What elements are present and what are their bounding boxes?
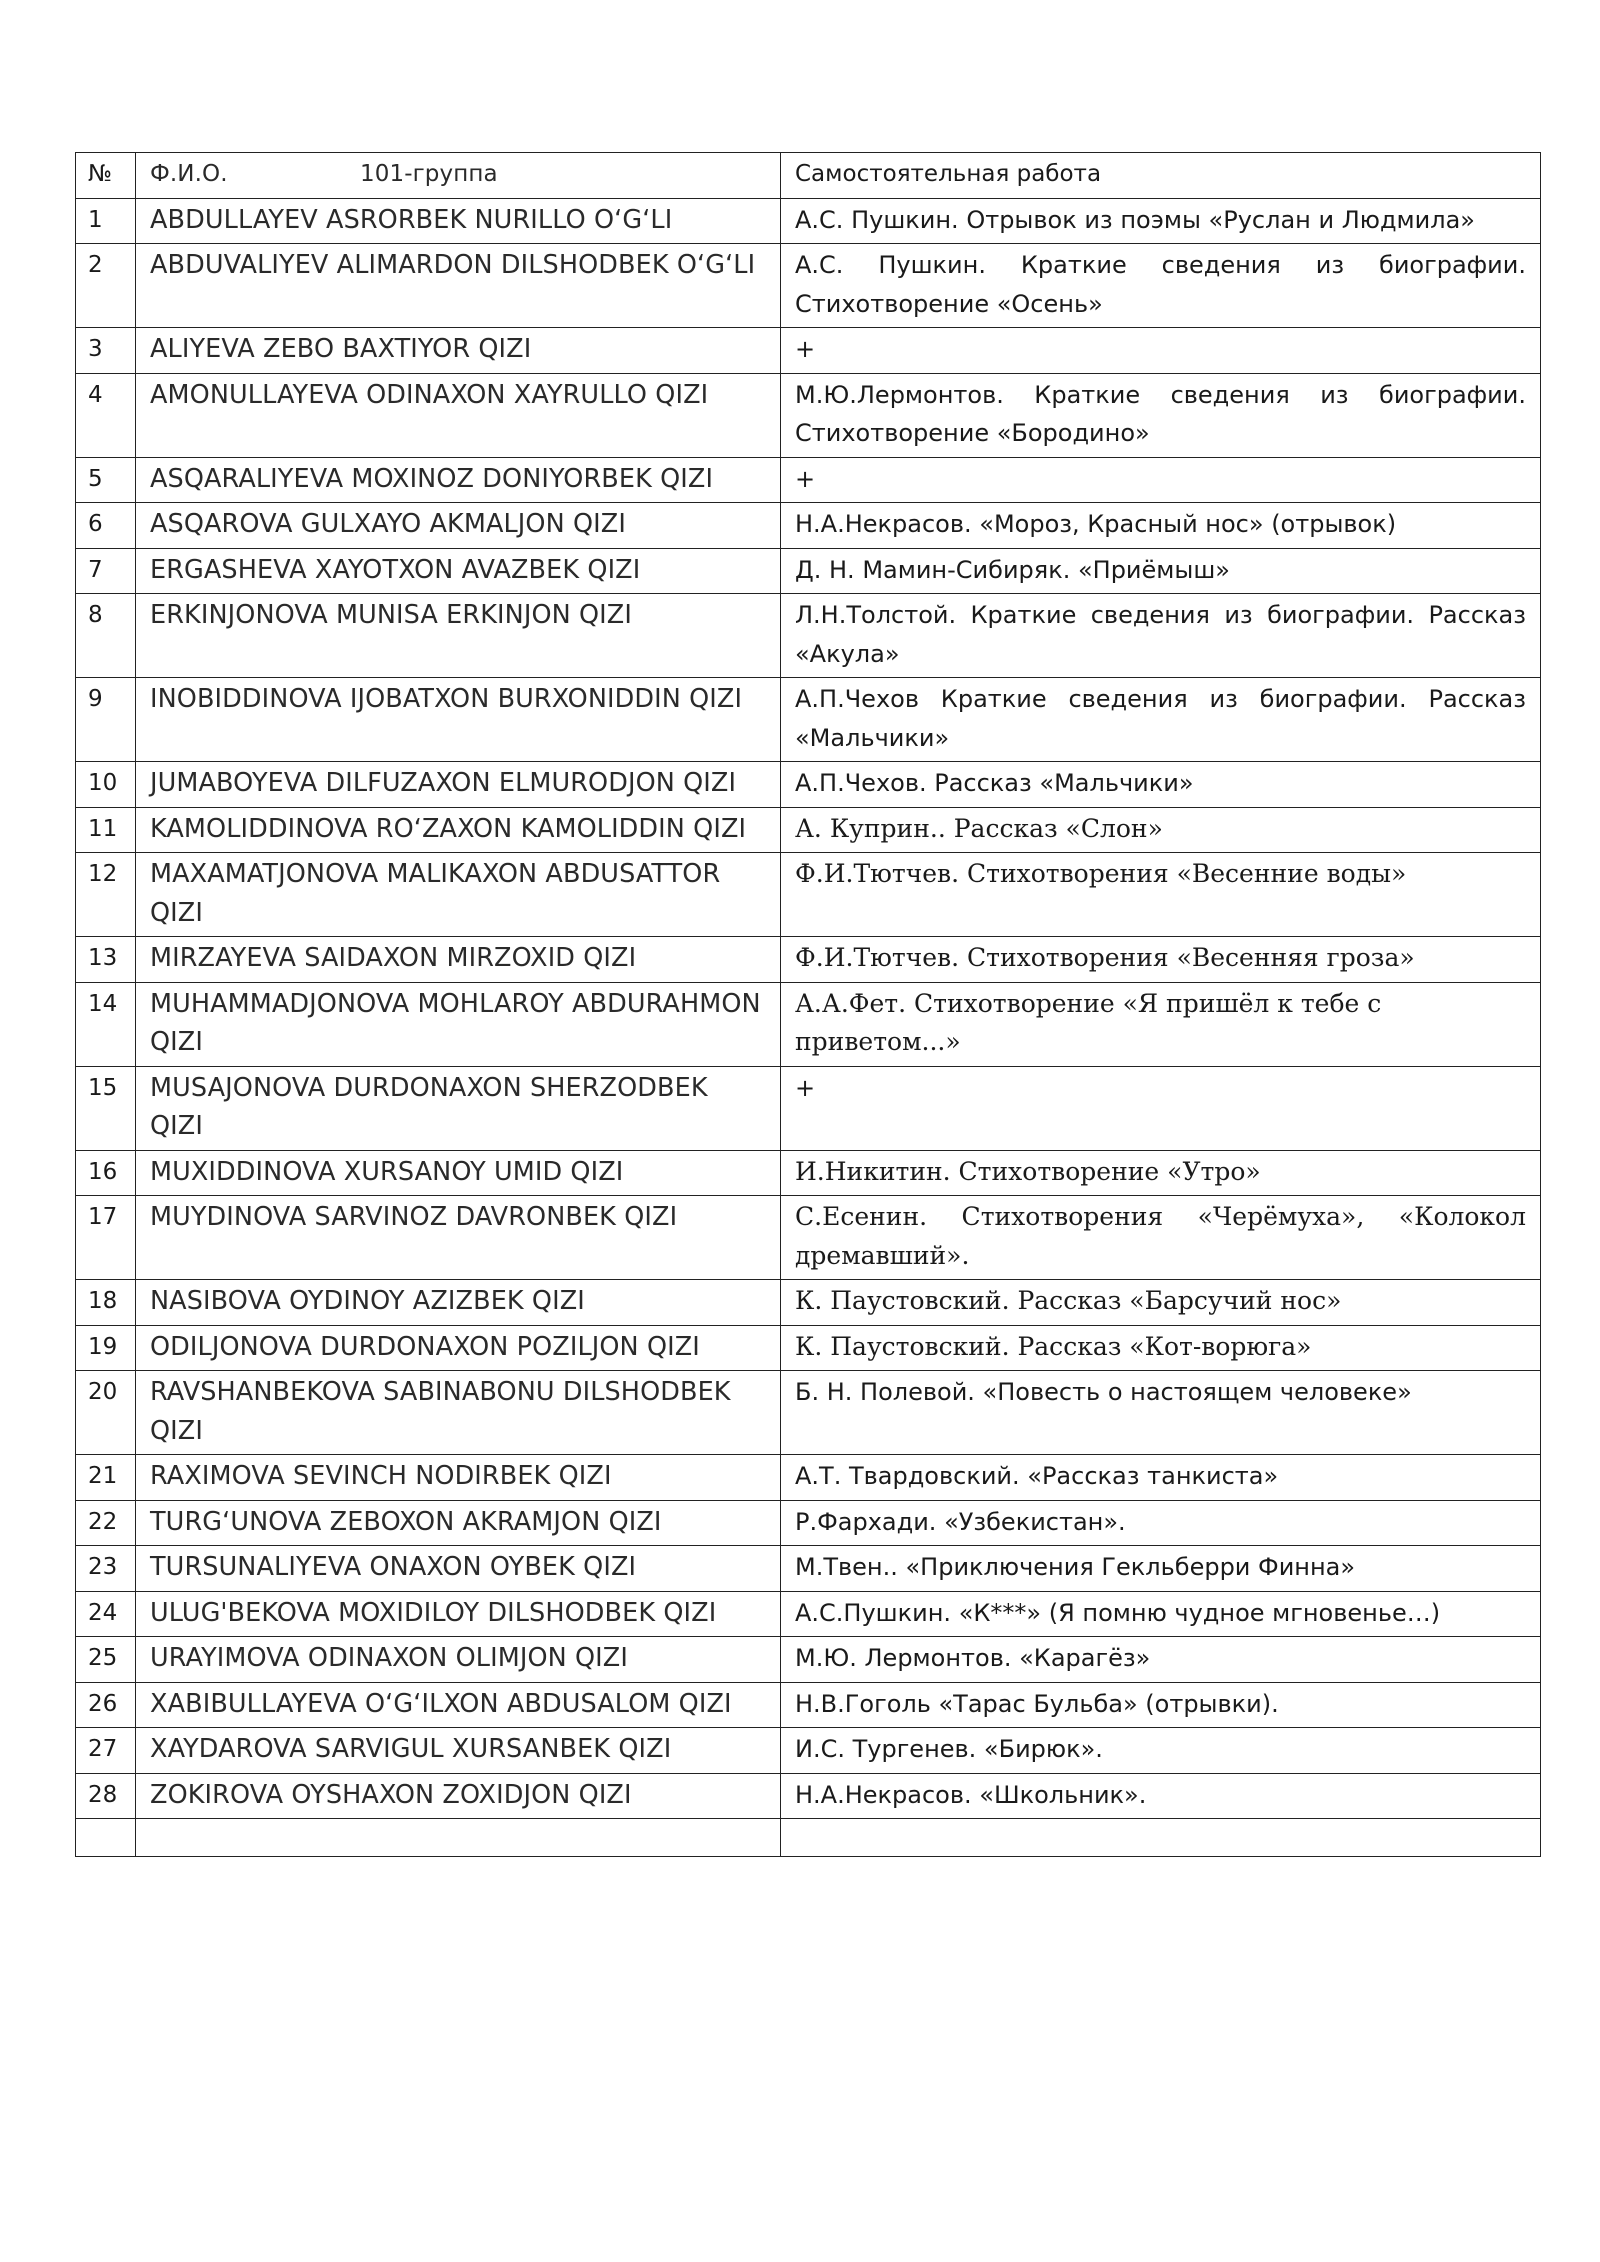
table-row [76,678,1541,762]
header-fio-cell [136,153,781,199]
table-row [76,1591,1541,1637]
student-name: NASIBOVA OYDINOY AZIZBEK QIZI [136,1280,781,1326]
student-name: TURSUNALIYEVA ONAXON OYBEK QIZI [136,1546,781,1592]
assignment: А.А.Фет. Стихотворение «Я пришёл к тебе с приветом...» [781,982,1541,1066]
table-row [76,1325,1541,1371]
student-name: ABDULLAYEV ASRORBEK NURILLO O‘G‘LI [136,198,781,244]
assignment: Ф.И.Тютчев. Стихотворения «Весенняя гроза» [781,937,1541,983]
row-number: 2 [76,244,136,328]
table-row [76,1728,1541,1774]
student-name: ERGASHEVA XAYOTXON AVAZBEK QIZI [136,548,781,594]
table-row [76,198,1541,244]
row-number: 21 [76,1455,136,1501]
table-row [76,1773,1541,1819]
row-number: 27 [76,1728,136,1774]
table-row [76,594,1541,678]
table-row [76,853,1541,937]
assignment: М.Ю.Лермонтов. Краткие сведения из биографии. Стихотворение «Бородино» [781,373,1541,457]
row-number: 17 [76,1196,136,1280]
assignment: А.П.Чехов. Рассказ «Мальчики» [781,762,1541,808]
student-name: ALIYEVA ZEBO BAXTIYOR QIZI [136,328,781,374]
student-name: ZOKIROVA OYSHAXON ZOXIDJON QIZI [136,1773,781,1819]
row-number: 16 [76,1150,136,1196]
student-name: MUYDINOVA SARVINOZ DAVRONBEK QIZI [136,1196,781,1280]
student-name: XABIBULLAYEVA O‘G‘ILXON ABDUSALOM QIZI [136,1682,781,1728]
table-row [76,503,1541,549]
table-row [76,1546,1541,1592]
row-number: 24 [76,1591,136,1637]
assignment: А.Т. Твардовский. «Рассказ танкиста» [781,1455,1541,1501]
row-number: 5 [76,457,136,503]
table-row [76,328,1541,374]
table-row [76,244,1541,328]
assignment: Д. Н. Мамин-Сибиряк. «Приёмыш» [781,548,1541,594]
assignment: И.С. Тургенев. «Бирюк». [781,1728,1541,1774]
assignment: Ф.И.Тютчев. Стихотворения «Весенние воды» [781,853,1541,937]
student-name: KAMOLIDDINOVA RO‘ZAXON KAMOLIDDIN QIZI [136,807,781,853]
student-name: XAYDAROVA SARVIGUL XURSANBEK QIZI [136,1728,781,1774]
row-number: 28 [76,1773,136,1819]
assignment: И.Никитин. Стихотворение «Утро» [781,1150,1541,1196]
student-name: AMONULLAYEVA ODINAXON XAYRULLO QIZI [136,373,781,457]
assignment: А.С. Пушкин. Краткие сведения из биографии. Стихотворение «Осень» [781,244,1541,328]
student-name: RAXIMOVA SEVINCH NODIRBEK QIZI [136,1455,781,1501]
table-row [76,1280,1541,1326]
table-row [76,373,1541,457]
table-row [76,1682,1541,1728]
table-row [76,1637,1541,1683]
table-row [76,762,1541,808]
student-name: MIRZAYEVA SAIDAXON MIRZOXID QIZI [136,937,781,983]
row-number: 1 [76,198,136,244]
empty-row [76,1819,1541,1857]
row-number: 12 [76,853,136,937]
student-name: ASQARALIYEVA MOXINOZ DONIYORBEK QIZI [136,457,781,503]
table-row [76,937,1541,983]
assignment: С.Есенин. Стихотворения «Черёмуха», «Колокол дремавший». [781,1196,1541,1280]
empty-cell [76,1819,136,1857]
assignment: + [781,457,1541,503]
row-number: 7 [76,548,136,594]
student-name: MUSAJONOVA DURDONAXON SHERZODBEK QIZI [136,1066,781,1150]
table-row [76,1150,1541,1196]
header-work: Самостоятельная работа [781,153,1541,199]
row-number: 9 [76,678,136,762]
student-name: JUMABOYEVA DILFUZAXON ELMURODJON QIZI [136,762,781,808]
assignment: Р.Фархади. «Узбекистан». [781,1500,1541,1546]
assignment: Н.А.Некрасов. «Школьник». [781,1773,1541,1819]
student-name: ULUG'BEKOVA MOXIDILOY DILSHODBEK QIZI [136,1591,781,1637]
empty-cell [781,1819,1541,1857]
row-number: 8 [76,594,136,678]
row-number: 26 [76,1682,136,1728]
row-number: 15 [76,1066,136,1150]
student-name: ASQAROVA GULXAYO AKMALJON QIZI [136,503,781,549]
assignment: + [781,1066,1541,1150]
assignment: Н.А.Некрасов. «Мороз, Красный нос» (отрывок) [781,503,1541,549]
table-row [76,1196,1541,1280]
assignment: К. Паустовский. Рассказ «Барсучий нос» [781,1280,1541,1326]
row-number: 4 [76,373,136,457]
table-row [76,982,1541,1066]
student-name: INOBIDDINOVA IJOBATXON BURXONIDDIN QIZI [136,678,781,762]
table-row [76,457,1541,503]
table-row [76,548,1541,594]
row-number: 20 [76,1371,136,1455]
row-number: 22 [76,1500,136,1546]
table-row [76,1500,1541,1546]
student-name: MAXAMATJONOVA MALIKAXON ABDUSATTOR QIZI [136,853,781,937]
row-number: 3 [76,328,136,374]
row-number: 13 [76,937,136,983]
header-num: № [76,153,136,199]
header-fio: Ф.И.О. [150,161,228,187]
header-group: 101-группа [360,161,498,187]
student-name: MUXIDDINOVA XURSANOY UMID QIZI [136,1150,781,1196]
document-page [75,152,1540,1857]
assignment: К. Паустовский. Рассказ «Кот-ворюга» [781,1325,1541,1371]
assignment: М.Твен.. «Приключения Гекльберри Финна» [781,1546,1541,1592]
row-number: 19 [76,1325,136,1371]
student-name: URAYIMOVA ODINAXON OLIMJON QIZI [136,1637,781,1683]
assignment: + [781,328,1541,374]
student-name: RAVSHANBEKOVA SABINABONU DILSHODBEK QIZI [136,1371,781,1455]
student-name: ABDUVALIYEV ALIMARDON DILSHODBEK O‘G‘LI [136,244,781,328]
assignment: А.С.Пушкин. «К***» (Я помню чудное мгновенье…) [781,1591,1541,1637]
table-row [76,1371,1541,1455]
row-number: 25 [76,1637,136,1683]
row-number: 10 [76,762,136,808]
students-table [75,152,1541,1857]
assignment: А.П.Чехов Краткие сведения из биографии. Рассказ «Мальчики» [781,678,1541,762]
empty-cell [136,1819,781,1857]
assignment: А. Куприн.. Рассказ «Слон» [781,807,1541,853]
row-number: 23 [76,1546,136,1592]
student-name: ERKINJONOVA MUNISA ERKINJON QIZI [136,594,781,678]
row-number: 11 [76,807,136,853]
row-number: 6 [76,503,136,549]
student-name: ODILJONOVA DURDONAXON POZILJON QIZI [136,1325,781,1371]
assignment: А.С. Пушкин. Отрывок из поэмы «Руслан и Людмила» [781,198,1541,244]
assignment: Б. Н. Полевой. «Повесть о настоящем человеке» [781,1371,1541,1455]
table-row [76,1066,1541,1150]
table-row [76,1455,1541,1501]
student-name: MUHAMMADJONOVA MOHLAROY ABDURAHMON QIZI [136,982,781,1066]
table-header-row [76,153,1541,199]
assignment: Л.Н.Толстой. Краткие сведения из биографии. Рассказ «Акула» [781,594,1541,678]
assignment: М.Ю. Лермонтов. «Карагёз» [781,1637,1541,1683]
row-number: 14 [76,982,136,1066]
student-name: TURG‘UNOVA ZEBOXON AKRAMJON QIZI [136,1500,781,1546]
row-number: 18 [76,1280,136,1326]
table-row [76,807,1541,853]
assignment: Н.В.Гоголь «Тарас Бульба» (отрывки). [781,1682,1541,1728]
